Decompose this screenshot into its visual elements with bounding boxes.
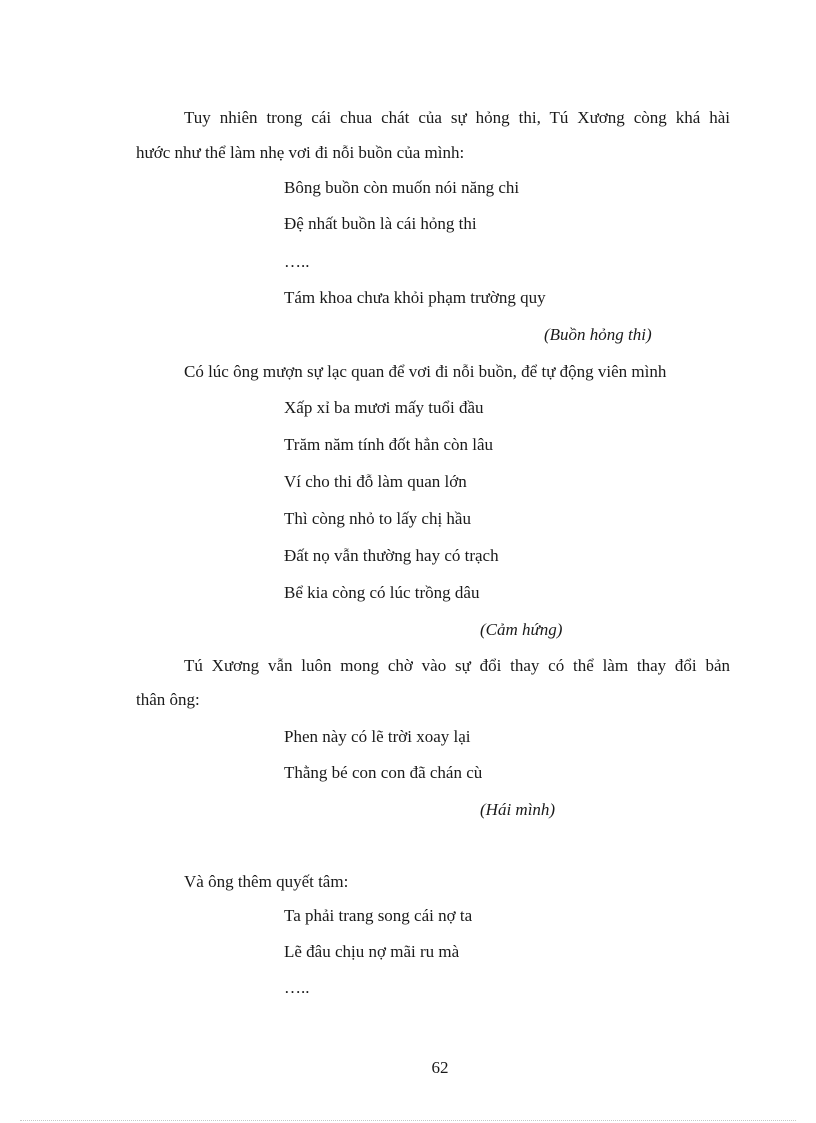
poem-2-verse-1: Xấp xỉ ba mươi mấy tuổi đầu [284, 398, 484, 417]
poem-2-verse-3: Ví cho thi đỗ làm quan lớn [284, 472, 467, 491]
poem-3-verse-2: Thằng bé con con đã chán cù [284, 763, 483, 782]
poem-1-verse-1: Bông buồn còn muốn nói năng chi [284, 178, 520, 197]
paragraph-4-line-1: Và ông thêm quyết tâm: [184, 872, 349, 891]
page-bottom-divider [20, 1120, 796, 1121]
poem-2-verse-4: Thì còng nhỏ to lấy chị hầu [284, 509, 471, 528]
poem-1-source: (Buồn hỏng thi) [544, 325, 652, 344]
page-number: 62 [431, 1058, 449, 1077]
poem-4-verse-1: Ta phải trang song cái nợ ta [284, 906, 473, 925]
poem-2-verse-5: Đất nọ vẫn thường hay có trạch [284, 546, 499, 565]
poem-3-verse-1: Phen này có lẽ trời xoay lại [284, 727, 471, 746]
poem-3-source: (Hái mình) [480, 800, 556, 819]
poem-2-verse-6: Bể kia còng có lúc trồng dâu [284, 583, 480, 602]
poem-1-verse-3: ….. [284, 252, 310, 271]
poem-4-verse-2: Lẽ đâu chịu nợ mãi ru mà [284, 942, 460, 961]
poem-1-verse-4: Tám khoa chưa khỏi phạm trường quy [284, 288, 546, 307]
paragraph-1-line-1: Tuy nhiên trong cái chua chát của sự hỏng thi, Tú Xương còng khá hài [184, 108, 730, 127]
poem-1-verse-2: Đệ nhất buồn là cái hỏng thi [284, 214, 477, 233]
paragraph-3-line-1: Tú Xương vẫn luôn mong chờ vào sự đổi thay có thể làm thay đổi bản [184, 656, 730, 675]
paragraph-3-line-2: thân ông: [136, 690, 200, 709]
paragraph-2-line-1: Có lúc ông mượn sự lạc quan để vơi đi nỗi buồn, để tự động viên mình [184, 362, 667, 381]
poem-4-verse-3: ….. [284, 978, 310, 997]
poem-2-source: (Cảm hứng) [480, 620, 563, 639]
paragraph-1-line-2: hước như thể làm nhẹ vơi đi nỗi buồn của mình: [136, 143, 465, 162]
poem-2-verse-2: Trăm năm tính đốt hẳn còn lâu [284, 435, 494, 454]
